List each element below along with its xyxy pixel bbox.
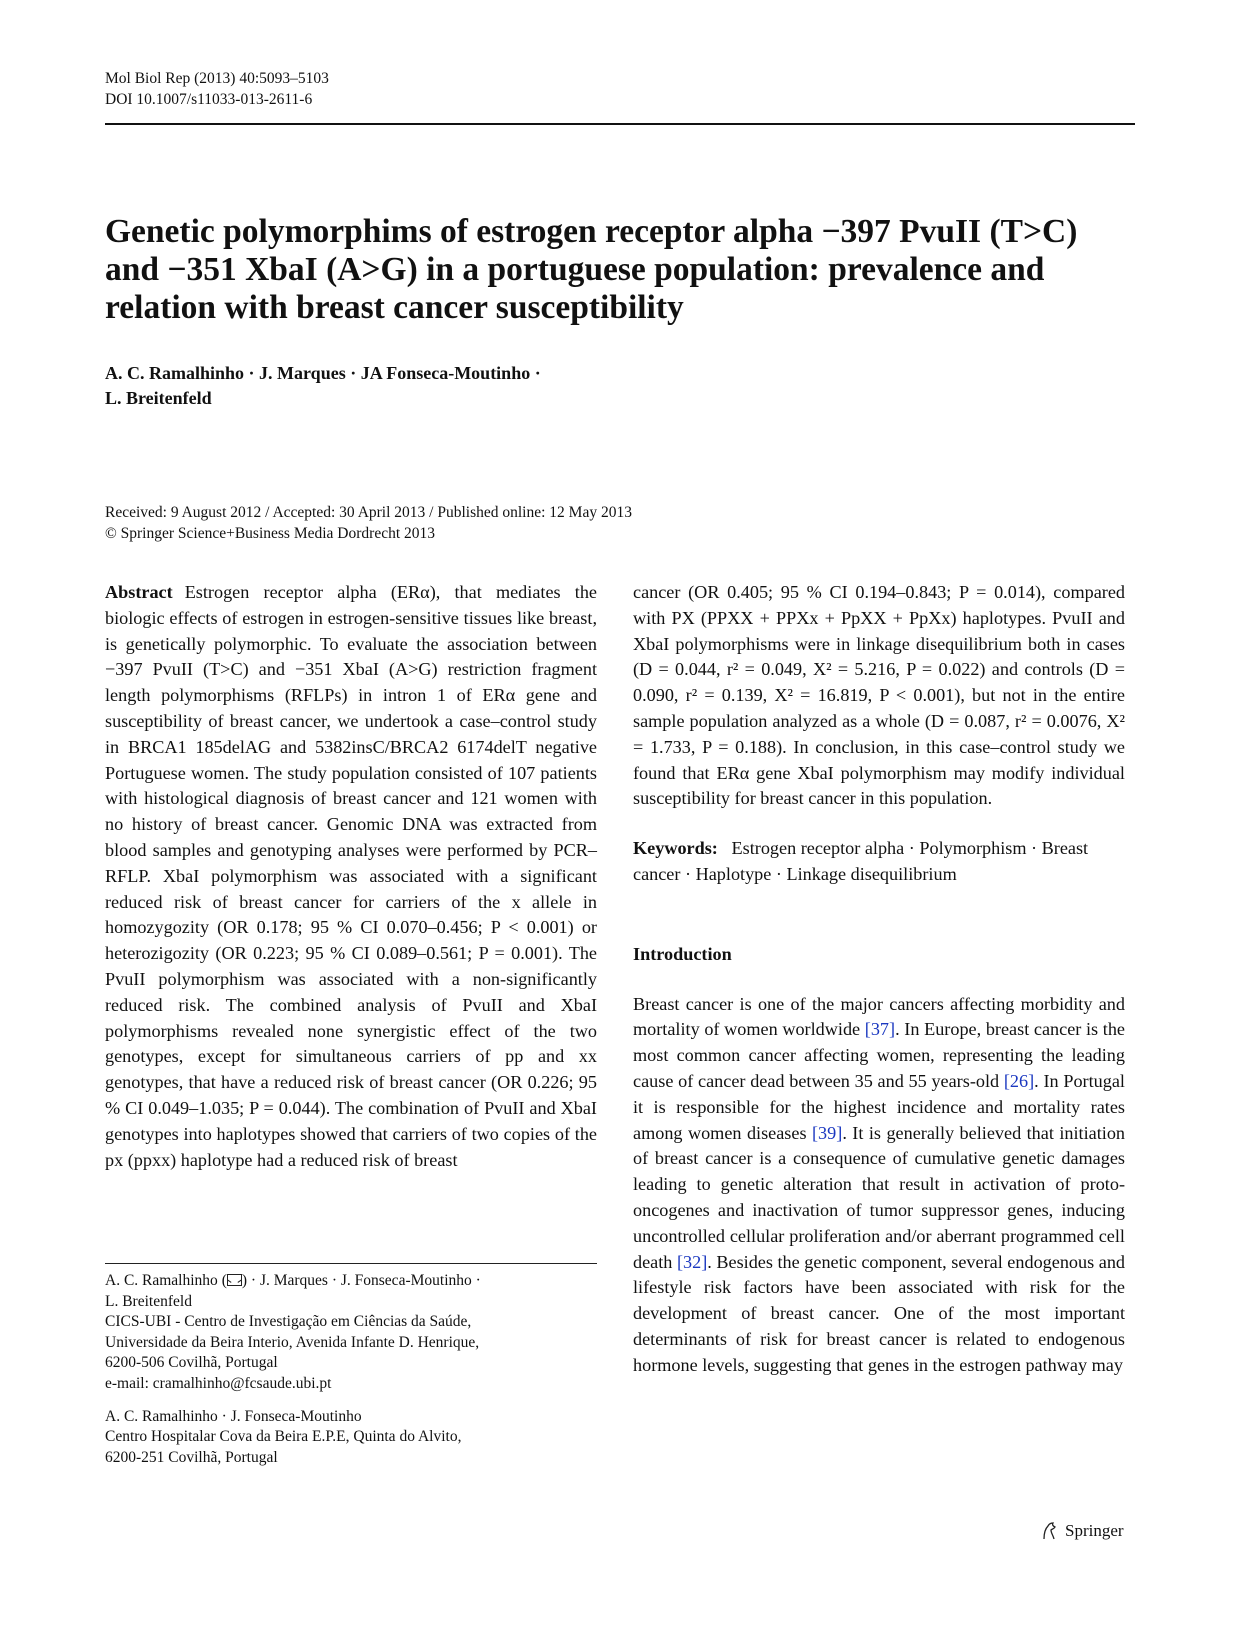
envelope-icon xyxy=(227,1274,242,1286)
author-affiliations xyxy=(105,1271,597,1468)
article-title: Genetic polymorphims of estrogen receptor alpha −397 PvuII (T>C) and −351 XbaI (A>G) in a portuguese population: prevalence and relation with breast cancer susceptibility xyxy=(105,213,1078,326)
affiliation-1-email[interactable]: e-mail: cramalhinho@fcsaude.ubi.pt xyxy=(105,1374,332,1392)
abstract-paragraph xyxy=(105,580,597,1173)
citation-link-26[interactable]: [26] xyxy=(1003,1070,1035,1091)
copyright-notice: © Springer Science+Business Media Dordrecht 2013 xyxy=(105,525,436,542)
affiliation-1-names: A. C. Ramalhinho ( ) · J. Marques · J. Fonseca-Moutinho · xyxy=(105,1272,481,1289)
affiliation-1-address-1: Universidade da Beira Interio, Avenida Infante D. Henrique, xyxy=(105,1333,480,1351)
journal-citation: Mol Biol Rep (2013) 40:5093–5103 xyxy=(105,70,329,87)
introduction-heading: Introduction xyxy=(633,943,732,964)
springer-horse-icon xyxy=(1038,1520,1060,1542)
affiliation-1-institution: CICS-UBI - Centro de Investigação em Ciências da Saúde, xyxy=(105,1313,472,1331)
affiliation-2-names: A. C. Ramalhinho · J. Fonseca-Moutinho xyxy=(105,1407,362,1425)
footnote-rule xyxy=(105,1263,597,1264)
introduction-paragraph: Breast cancer is one of the major cancers affecting morbidity and mortality of women worldwide [37]. In Europe, breast cancer is the most common cancer affecting women, representing the leading cause of cancer dead between 35 and 55 years-old [26]. In Portugal it is responsible for the highest incidence and mortality rates among women diseases [39]. It is generally believed that initiation of breast cancer is a consequence of cumulative genetic damages leading to genetic alteration that result in activation of proto-oncogenes and inactivation of tumor suppressor genes, inducing uncontrolled cellular proliferation and/or aberrant programmed cell death [32]. Besides the genetic component, several endogenous and lifestyle risk factors have been associated with risk for the development of breast cancer. One of the most important determinants of risk for breast cancer is related to endogenous hormone levels, suggesting that genes in the estrogen pathway may xyxy=(633,993,1126,1375)
affiliation-2-address: 6200-251 Covilhã, Portugal xyxy=(105,1448,278,1466)
received-accepted-published: Received: 9 August 2012 / Accepted: 30 April 2013 / Published online: 12 May 2013 xyxy=(105,504,632,521)
journal-info xyxy=(105,68,329,110)
keywords-heading: Keywords: xyxy=(633,838,718,859)
header-rule xyxy=(105,123,1135,125)
abstract-text-left: Estrogen receptor alpha (ERα), that mediates the biologic effects of estrogen in estrogen-sensitive tissues like breast, is genetically polymorphic. To evaluate the association between −397 PvuII (T>C) and −351 XbaI (A>G) restriction fragment length polymorphisms (RFLPs) in intron 1 of ERα gene and susceptibility of breast cancer, we undertook a case–control study in BRCA1 185delAG and 5382insC/BRCA2 6174delT negative Portuguese women. The study population consisted of 107 patients with histological diagnosis of breast cancer and 121 women with no history of breast cancer. Genomic DNA was extracted from blood samples and genotyping analyses were performed by PCR–RFLP. XbaI polymorphism was associated with a significant reduced risk of breast cancer for carriers of the x allele in homozygozity (OR 0.178; 95 % CI 0.070–0.456; P < 0.001) or heterozigozity (OR 0.223; 95 % CI 0.089–0.561; P = 0.001). The PvuII polymorphism was associated with a non-significantly reduced risk. The combined analysis of PvuII and XbaI polymorphisms revealed none synergistic effect of the two genotypes, except for simultaneous carriers of pp and xx genotypes, that have a reduced risk of breast cancer (OR 0.226; 95 % CI 0.049–1.035; P = 0.044). The combination of PvuII and XbaI genotypes into haplotypes showed that carriers of two copies of the px (ppxx) haplotype had a reduced risk of breast xyxy=(105,582,597,1170)
citation-link-32[interactable]: [32] xyxy=(676,1251,708,1272)
authors-line-2: L. Breitenfeld xyxy=(105,388,212,408)
abstract-heading: Abstract xyxy=(105,582,173,602)
citation-link-39[interactable]: [39] xyxy=(812,1122,843,1143)
author-list xyxy=(105,361,805,411)
authors-line-1: A. C. Ramalhinho · J. Marques · JA Fonseca-Moutinho · xyxy=(105,363,541,383)
article-dates xyxy=(105,502,632,544)
citation-link-37[interactable]: [37] xyxy=(864,1019,896,1040)
right-column xyxy=(633,580,1125,1379)
publisher-logo xyxy=(1038,1520,1124,1542)
affiliation-1-address-2: 6200-506 Covilhã, Portugal xyxy=(105,1354,278,1372)
affiliation-2-institution: Centro Hospitalar Cova da Beira E.P.E, Quinta do Alvito, xyxy=(105,1428,462,1446)
left-column xyxy=(105,580,597,1173)
publisher-name: Springer xyxy=(1065,1521,1124,1540)
keywords xyxy=(633,836,1125,888)
journal-doi: DOI 10.1007/s11033-013-2611-6 xyxy=(105,91,313,108)
keywords-list: Estrogen receptor alpha · Polymorphism · Breast cancer · Haplotype · Linkage disequilibrium xyxy=(633,838,1089,884)
abstract-text-right: cancer (OR 0.405; 95 % CI 0.194–0.843; P = 0.014), compared with PX (PPXX + PPXx + PpXX + PpXx) haplotypes. PvuII and XbaI polymorphisms were in linkage disequilibrium both in cases (D = 0.044, r² = 0.049, X² = 5.216, P = 0.022) and controls (D = 0.090, r² = 0.139, X² = 16.819, P < 0.001), but not in the entire sample population analyzed as a whole (D = 0.087, r² = 0.0076, X² = 1.733, P = 0.188). In conclusion, in this case–control study we found that ERα gene XbaI polymorphism may modify individual susceptibility for breast cancer in this population. xyxy=(633,582,1125,809)
affiliation-1-names-cont: L. Breitenfeld xyxy=(105,1292,192,1310)
